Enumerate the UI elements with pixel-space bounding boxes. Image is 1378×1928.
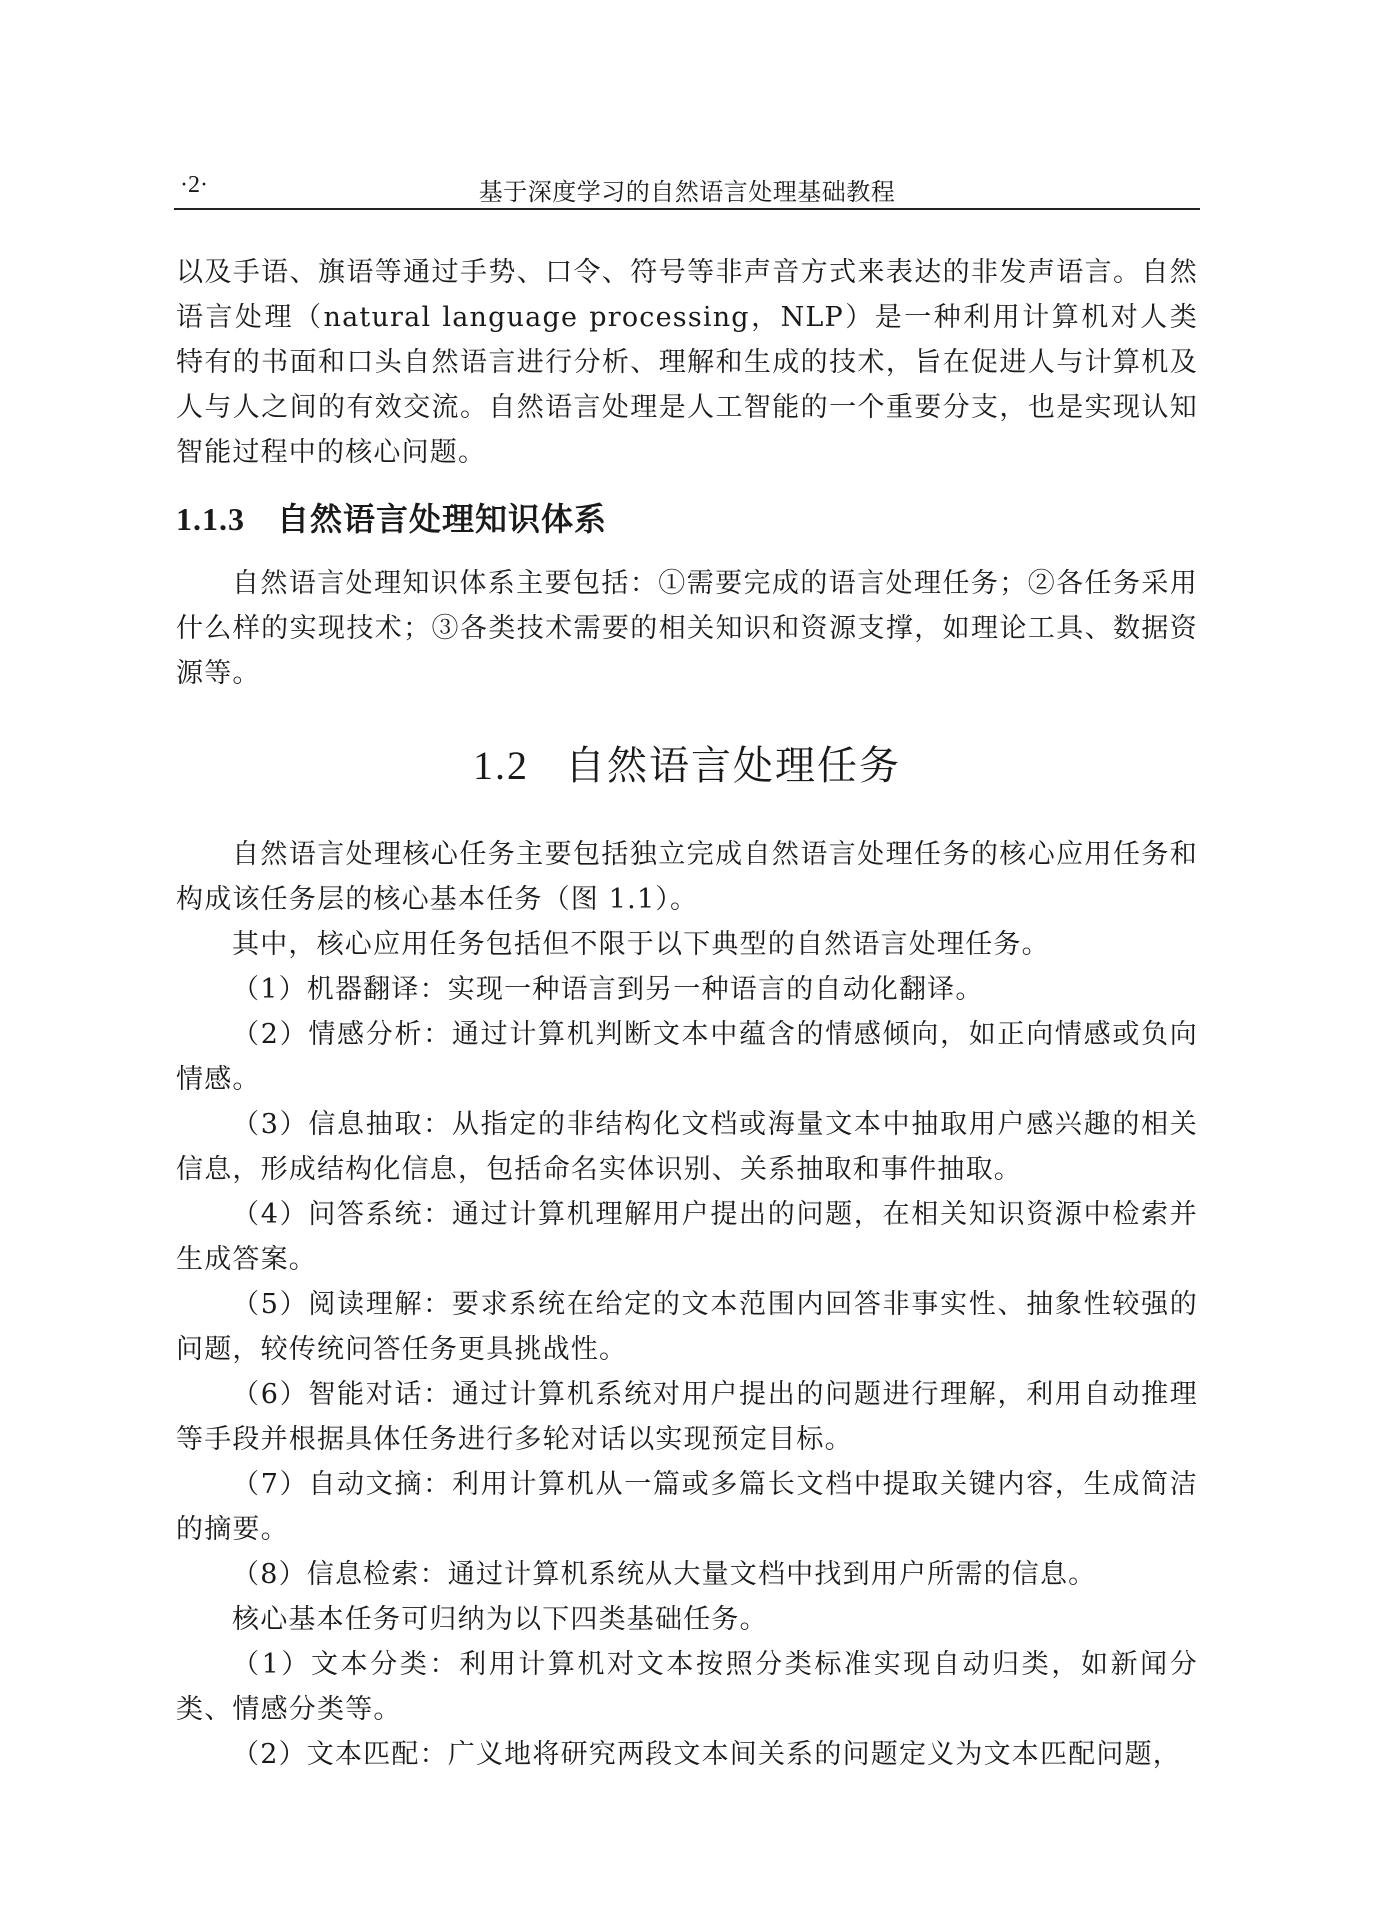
section-title: 自然语言处理知识体系 — [277, 500, 608, 538]
page-header — [174, 168, 1200, 210]
page-body — [176, 250, 1198, 1777]
list-item: （2）文本匹配：广义地将研究两段文本间关系的问题定义为文本匹配问题， — [232, 1739, 1181, 1770]
list-item: （7）自动文摘：利用计算机从一篇或多篇长文档中提取关键内容，生成简洁的摘要。 — [176, 1469, 1198, 1545]
paragraph: 自然语言处理核心任务主要包括独立完成自然语言处理任务的核心应用任务和构成该任务层的核心基本任务（图 1.1）。 — [176, 839, 1198, 915]
list-item: （4）问答系统：通过计算机理解用户提出的问题，在相关知识资源中检索并生成答案。 — [176, 1199, 1198, 1275]
intro-paragraph: 以及手语、旗语等通过手势、口令、符号等非声音方式来表达的非发声语言。自然语言处理（natural language processing，NLP）是一种利用计算机对人类特有的书面和口头自然语言进行分析、理解和生成的技术，旨在促进人与计算机及人与人之间的有效交流。自然语言处理是人工智能的一个重要分支，也是实现认知智能过程中的核心问题。 — [176, 257, 1198, 468]
list-item: （5）阅读理解：要求系统在给定的文本范围内回答非事实性、抽象性较强的问题，较传统问答任务更具挑战性。 — [176, 1289, 1198, 1365]
list-item: （8）信息检索：通过计算机系统从大量文档中找到用户所需的信息。 — [232, 1559, 1097, 1590]
list-item: （3）信息抽取：从指定的非结构化文档或海量文本中抽取用户感兴趣的相关信息，形成结构化信息，包括命名实体识别、关系抽取和事件抽取。 — [176, 1109, 1198, 1185]
list-item: （2）情感分析：通过计算机判断文本中蕴含的情感倾向，如正向情感或负向情感。 — [176, 1019, 1198, 1095]
page-number: ·2· — [180, 172, 208, 198]
paragraph: 其中，核心应用任务包括但不限于以下典型的自然语言处理任务。 — [232, 929, 1050, 960]
section-heading-1-1-3 — [176, 491, 1198, 547]
list-item: （1）文本分类：利用计算机对文本按照分类标准实现自动归类，如新闻分类、情感分类等。 — [176, 1649, 1198, 1725]
section-title: 自然语言处理任务 — [565, 743, 901, 789]
paragraph: 核心基本任务可归纳为以下四类基础任务。 — [232, 1604, 768, 1635]
running-title: 基于深度学习的自然语言处理基础教程 — [478, 178, 896, 206]
list-item: （6）智能对话：通过计算机系统对用户提出的问题进行理解，利用自动推理等手段并根据具体任务进行多轮对话以实现预定目标。 — [176, 1379, 1198, 1455]
section-number: 1.1.3 — [176, 501, 245, 537]
list-item: （1）机器翻译：实现一种语言到另一种语言的自动化翻译。 — [232, 974, 984, 1005]
section-1-1-3-paragraph: 自然语言处理知识体系主要包括：①需要完成的语言处理任务；②各任务采用什么样的实现技术；③各类技术需要的相关知识和资源支撑，如理论工具、数据资源等。 — [176, 568, 1198, 689]
section-heading-1-2 — [176, 736, 1198, 796]
section-number: 1.2 — [473, 743, 529, 788]
